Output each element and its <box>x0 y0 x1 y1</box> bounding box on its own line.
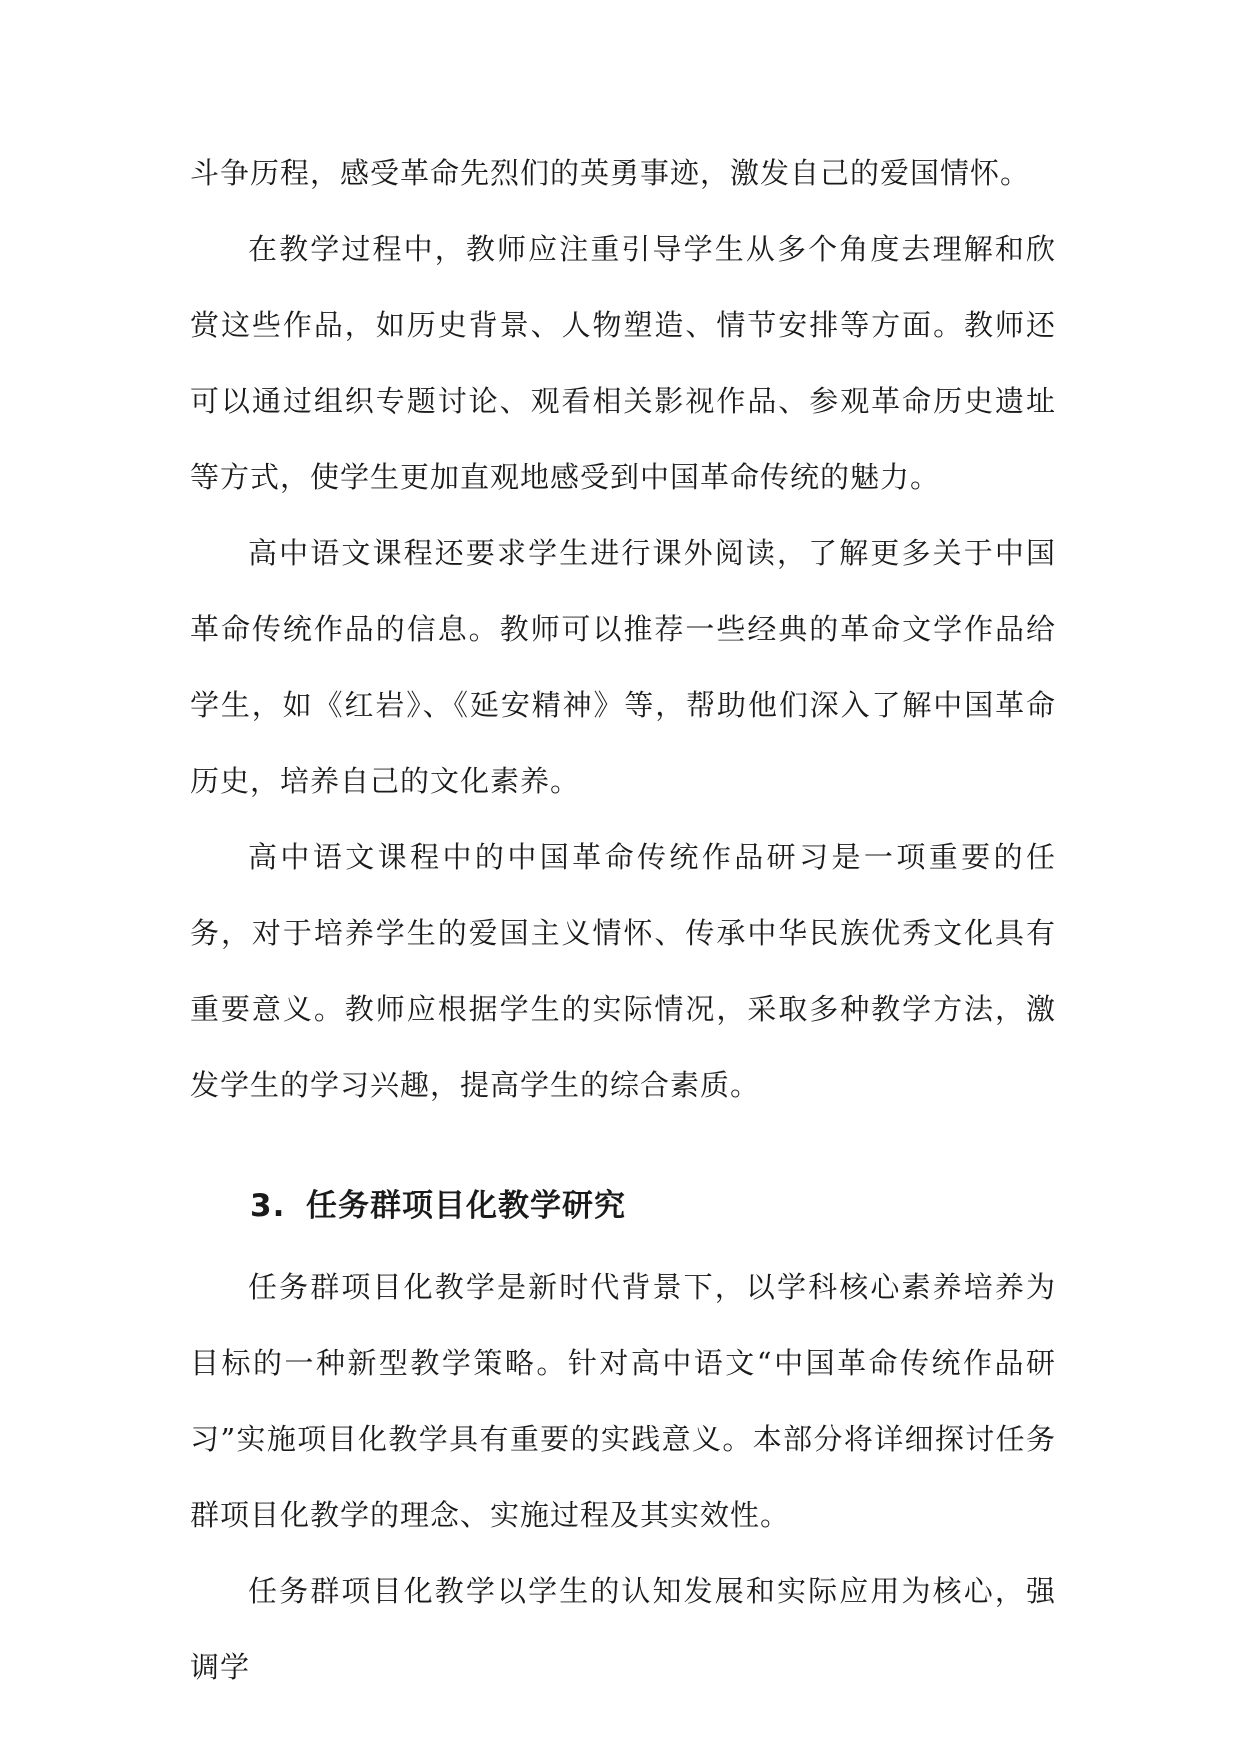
document-body <box>190 135 1056 1705</box>
paragraph-continuation: 斗争历程，感受革命先烈们的英勇事迹，激发自己的爱国情怀。 <box>190 156 1031 190</box>
paragraph-task-group-core: 任务群项目化教学以学生的认知发展和实际应用为核心，强调学 <box>190 1574 1056 1684</box>
paragraph-teaching-process: 在教学过程中，教师应注重引导学生从多个角度去理解和欣赏这些作品，如历史背景、人物塑造、情节安排等方面。教师还可以通过组织专题讨论、观看相关影视作品、参观革命历史遗址等方式，使学生更加直观地感受到中国革命传统的魅力。 <box>190 232 1056 494</box>
paragraph-task-group-intro: 任务群项目化教学是新时代背景下，以学科核心素养培养为目标的一种新型教学策略。针对高中语文“中国革命传统作品研习”实施项目化教学具有重要的实践意义。本部分将详细探讨任务群项目化教学的理念、实施过程及其实效性。 <box>190 1270 1056 1532</box>
section-heading <box>190 1173 1056 1239</box>
paragraph-summary: 高中语文课程中的中国革命传统作品研习是一项重要的任务，对于培养学生的爱国主义情怀、传承中华民族优秀文化具有重要意义。教师应根据学生的实际情况，采取多种教学方法，激发学生的学习兴趣，提高学生的综合素质。 <box>190 840 1056 1102</box>
section-title: 任务群项目化教学研究 <box>306 1188 626 1224</box>
paragraph-extracurricular-reading: 高中语文课程还要求学生进行课外阅读，了解更多关于中国革命传统作品的信息。教师可以推荐一些经典的革命文学作品给学生，如《红岩》、《延安精神》等，帮助他们深入了解中国革命历史，培养自己的文化素养。 <box>190 536 1056 798</box>
section-number: 3. <box>250 1188 286 1224</box>
